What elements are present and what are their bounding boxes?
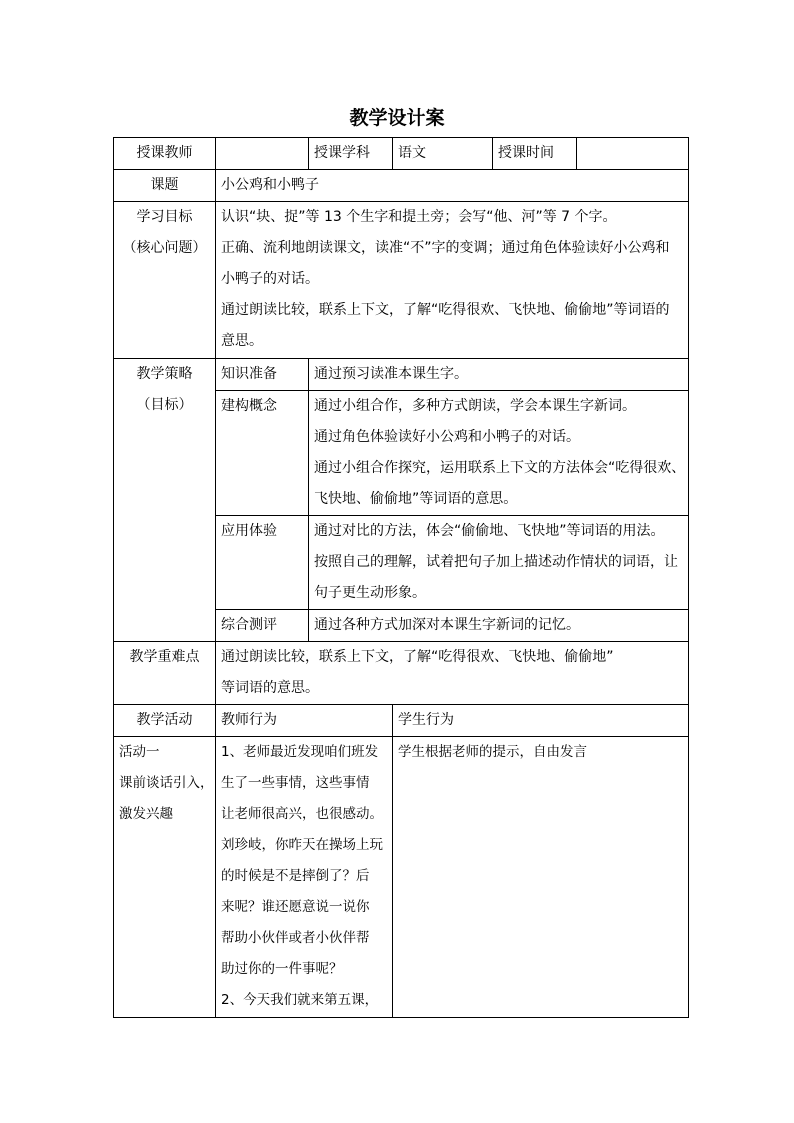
strategy-sub-content [309,516,689,610]
activity-header: 教学活动 [114,705,216,737]
goals-line: 正确、流利地朗读课文，读准“不”字的变调；通过角色体验读好小公鸡和 [221,240,670,256]
header-row [114,138,689,170]
teacher-behavior-content [216,737,393,1018]
time-label: 授课时间 [493,138,577,170]
topic-value: 小公鸡和小鸭子 [216,170,689,202]
strategy-line: 句子更生动形象。 [314,585,426,601]
strategy-sub-label: 建构概念 [216,391,309,516]
strategy-label [114,359,216,642]
key-points-label: 教学重难点 [114,642,216,705]
key-points-content [216,642,689,705]
goals-line: 意思。 [221,333,263,349]
activity-header-row [114,705,689,737]
strategy-line: 按照自己的理解，试着把句子加上描述动作情状的词语，让 [314,554,678,570]
strategy-line: 通过各种方式加深对本课生字新词的记忆。 [314,617,580,633]
teacher-line: 来呢？谁还愿意说一说你 [221,899,370,915]
topic-row [114,170,689,202]
strategy-sub-content [309,391,689,516]
strategy-line: 飞快地、偷偷地”等词语的意思。 [314,491,518,507]
student-line: 学生根据老师的提示，自由发言 [398,744,587,760]
goals-content [216,202,689,359]
activity-name-line: 激发兴趣 [119,806,173,822]
teacher-line: 帮助小伙伴或者小伙伴帮 [221,930,370,946]
strategy-sub-label: 应用体验 [216,516,309,610]
activity-name [114,737,216,1018]
student-behavior-header: 学生行为 [393,705,689,737]
subject-label: 授课学科 [309,138,393,170]
key-points-row [114,642,689,705]
goals-label [114,202,216,359]
subject-value: 语文 [393,138,493,170]
activity-name-line: 课前谈话引入， [119,775,214,791]
strategy-label-line: （目标） [136,397,193,413]
strategy-label-line: 教学策略 [136,366,193,382]
goals-line: 认识“块、捉”等 13 个生字和提土旁；会写“他、河”等 7 个字。 [221,209,617,225]
strategy-sub-content [309,610,689,642]
teacher-line: 生了一些事情，这些事情 [221,775,370,791]
lesson-plan-table [113,137,689,1018]
strategy-row [114,359,689,391]
strategy-sub-label: 综合测评 [216,610,309,642]
strategy-line: 通过小组合作，多种方式朗读，学会本课生字新词。 [314,398,636,414]
strategy-line: 通过对比的方法，体会“偷偷地、飞快地”等词语的用法。 [314,523,665,539]
goals-label-line: （核心问题） [122,240,207,256]
teacher-line: 2、今天我们就来第五课， [221,992,379,1008]
key-points-line: 通过朗读比较，联系上下文，了解“吃得很欢、飞快地、偷偷地” [221,649,614,665]
teacher-line: 1、老师最近发现咱们班发 [221,744,379,760]
goals-row [114,202,689,359]
topic-label: 课题 [114,170,216,202]
time-value [577,138,689,170]
teacher-value [216,138,309,170]
activity-name-line: 活动一 [119,744,160,760]
activity-row [114,737,689,1018]
teacher-line: 刘珍岐，你昨天在操场上玩 [221,837,383,853]
teacher-line: 让老师很高兴，也很感动。 [221,806,383,822]
goals-line: 小鸭子的对话。 [221,271,319,287]
teacher-line: 助过你的一件事呢？ [221,961,343,977]
goals-label-line: 学习目标 [136,209,193,225]
goals-line: 通过朗读比较，联系上下文，了解“吃得很欢、飞快地、偷偷地”等词语的 [221,302,670,318]
strategy-line: 通过角色体验读好小公鸡和小鸭子的对话。 [314,429,580,445]
strategy-sub-label: 知识准备 [216,359,309,391]
teacher-behavior-header: 教师行为 [216,705,393,737]
strategy-line: 通过预习读准本课生字。 [314,366,468,382]
teacher-label: 授课教师 [114,138,216,170]
strategy-sub-content [309,359,689,391]
student-behavior-content [393,737,689,1018]
teacher-line: 的时候是不是摔倒了？后 [221,868,370,884]
document-title: 教学设计案 [349,107,445,129]
strategy-line: 通过小组合作探究，运用联系上下文的方法体会“吃得很欢、 [314,460,686,476]
key-points-line: 等词语的意思。 [221,680,319,696]
